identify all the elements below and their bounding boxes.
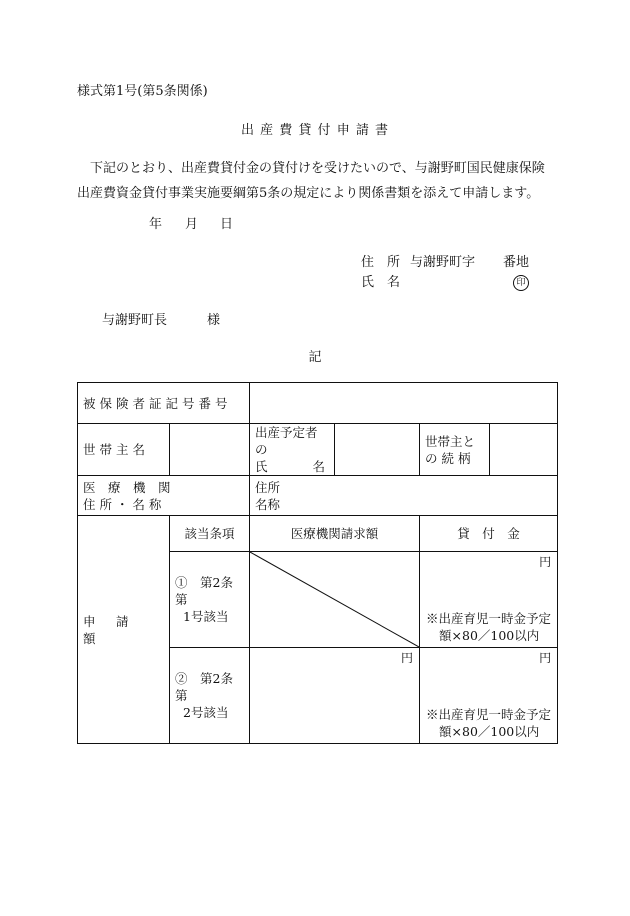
expectant-name-field[interactable] xyxy=(335,424,420,476)
relationship-label-line1: 世帯主と xyxy=(425,433,476,449)
form-number: 様式第1号(第5条関係) xyxy=(77,84,208,99)
row1-clause xyxy=(170,552,250,648)
institution-label-line1: 医 療 機 関 xyxy=(83,479,171,495)
expectant-name-label-line2 xyxy=(255,458,329,475)
application-amount-label-text: 申 請 額 xyxy=(83,613,150,646)
applicant-address-suffix: 番地 xyxy=(503,255,530,270)
date-year-label: 年 xyxy=(149,217,163,232)
col-clause-header: 該当条項 xyxy=(170,516,250,552)
applicant-address-prefix: 与謝野町字 xyxy=(410,255,476,270)
row2-loan-yen: 円 xyxy=(539,651,552,665)
institution-field[interactable] xyxy=(250,476,558,516)
row1-loan-note xyxy=(426,610,551,644)
expectant-name-label-shi: 氏 xyxy=(255,459,268,474)
institution-name-label: 名称 xyxy=(255,496,281,512)
amount-header-row xyxy=(78,516,558,552)
row2-medical-claim-field[interactable] xyxy=(250,648,420,744)
relationship-label-line2: の 続 柄 xyxy=(425,450,471,466)
row2-loan-field[interactable] xyxy=(420,648,558,744)
seal-icon: 印 xyxy=(513,275,529,291)
institution-label xyxy=(78,476,250,516)
ki-marker: 記 xyxy=(308,350,322,365)
expectant-name-label xyxy=(250,424,335,476)
household-head-label: 世帯主名 xyxy=(78,424,170,476)
request-paragraph: 下記のとおり、出産費貸付金の貸付けを受けたいので、与謝野町国民健康保険出産費資金貸付事業実施要綱第5条の規定により関係書類を添えて申請します。 xyxy=(77,161,545,201)
row1-loan-field[interactable] xyxy=(420,552,558,648)
row1-loan-yen: 円 xyxy=(539,555,552,569)
row2-clause xyxy=(170,648,250,744)
applicant-name-label: 氏 名 xyxy=(361,275,401,290)
document-title: 出 産 費 貸 付 申 請 書 xyxy=(241,123,389,138)
row1-clause-line2: 1号該当 xyxy=(183,609,229,624)
row1-loan-note-line2: 額×80／100以内 xyxy=(439,628,540,643)
row2-loan-note-line1: ※出産育児一時金予定 xyxy=(426,707,552,722)
insurance-number-label: 被保険者証記号番号 xyxy=(78,383,250,424)
seal-mark xyxy=(513,275,529,291)
institution-label-line2: 住 所 ・ 名 称 xyxy=(83,496,162,512)
row1-medical-claim-crossed xyxy=(250,552,420,648)
diagonal-strike xyxy=(250,552,419,647)
col-medical-claim-header: 医療機関請求額 xyxy=(250,516,420,552)
expectant-name-label-mei: 名 xyxy=(312,459,326,474)
addressee-honorific: 様 xyxy=(207,313,221,328)
applicant-address-label: 住 所 xyxy=(361,255,401,270)
institution-row xyxy=(78,476,558,516)
row2-clause-line2: 2号該当 xyxy=(183,705,229,720)
row2-clause-line1: ② 第2条第 xyxy=(175,671,233,703)
row2-medical-yen: 円 xyxy=(401,651,414,665)
household-row xyxy=(78,424,558,476)
insurance-number-row xyxy=(78,383,558,424)
insurance-number-field[interactable] xyxy=(250,383,558,424)
date-month-label: 月 xyxy=(185,217,199,232)
application-amount-label xyxy=(78,516,170,744)
date-day-label: 日 xyxy=(220,217,234,232)
row2-loan-note xyxy=(426,706,551,740)
household-head-field[interactable] xyxy=(170,424,250,476)
addressee-name: 与謝野町長 xyxy=(102,313,168,328)
expectant-name-label-line1: 出産予定者の xyxy=(255,425,318,457)
relationship-label xyxy=(420,424,490,476)
row1-clause-line1: ① 第2条第 xyxy=(175,575,233,607)
institution-address-label: 住所 xyxy=(255,479,281,495)
row1-loan-note-line1: ※出産育児一時金予定 xyxy=(426,611,552,626)
row2-loan-note-line2: 額×80／100以内 xyxy=(439,724,540,739)
application-table xyxy=(77,382,558,744)
relationship-field[interactable] xyxy=(490,424,558,476)
col-loan-header: 貸 付 金 xyxy=(420,516,558,552)
